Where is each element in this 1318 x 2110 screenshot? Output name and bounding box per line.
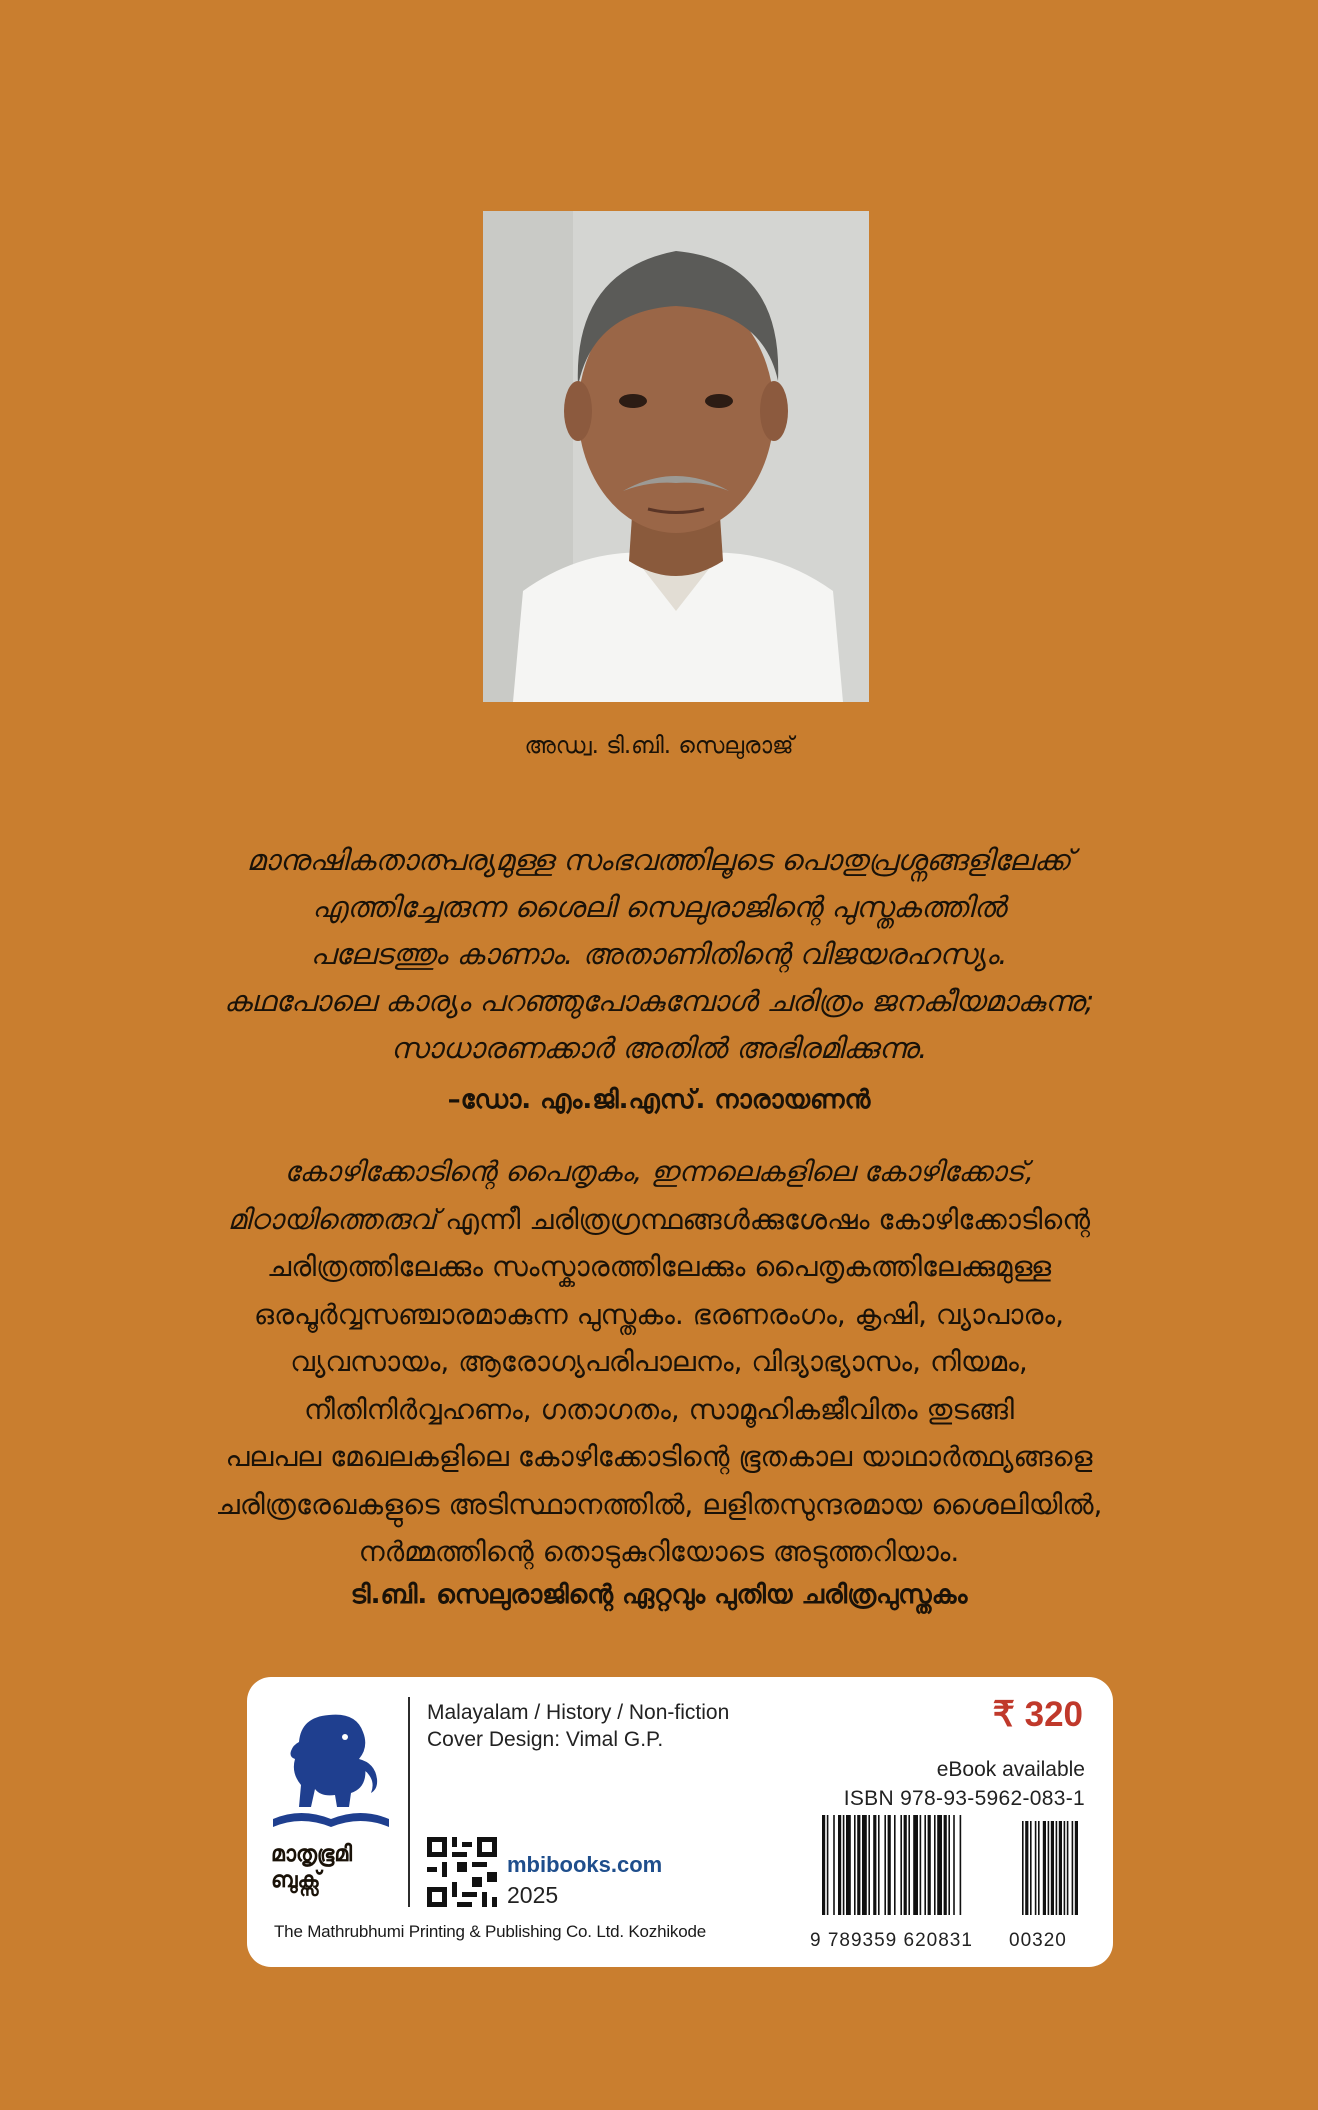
- author-photo: [483, 211, 869, 702]
- barcode-addon-number: 00320: [1009, 1930, 1067, 1951]
- book-blurb: [150, 1148, 1168, 1576]
- publisher-name-line: മാതൃഭൂമി: [271, 1842, 353, 1867]
- blurb-line: ഒരപൂർവ്വസഞ്ചാരമാകുന്ന പുസ്തകം. ഭരണരംഗം, കൃഷി, വ്യാപാരം,: [253, 1297, 1064, 1331]
- blurb-line: ചരിത്രത്തിലേക്കും സംസ്കാരത്തിലേക്കും പൈതൃകത്തിലേക്കുമുള്ള: [266, 1250, 1052, 1283]
- quote-line: എത്തിച്ചേരുന്ന ശൈലി സെലുരാജിന്റെ പുസ്തകത്തിൽ: [312, 890, 1006, 924]
- barcode-icon: [822, 1815, 1092, 1915]
- blurb-line: എന്നീ ചരിത്രഗ്രന്ഥങ്ങൾക്കുശേഷം കോഴിക്കോടിന്റെ: [436, 1202, 1091, 1236]
- publisher-panel: [247, 1677, 1113, 1967]
- blurb-line: വ്യവസായം, ആരോഗ്യപരിപാലനം, വിദ്യാഭ്യാസം, നിയമം,: [290, 1345, 1028, 1378]
- endorsement-quote: [150, 837, 1168, 1072]
- quote-line: പലേടത്തും കാണാം. അതാണിതിന്റെ വിജയരഹസ്യം.: [310, 937, 1008, 971]
- blurb-line: കോഴിക്കോടിന്റെ പൈതൃകം, ഇന്നലെകളിലെ കോഴിക്കോട്,: [284, 1155, 1034, 1188]
- blurb-line: നർമ്മത്തിന്റെ തൊടുകുറിയോടെ അടുത്തറിയാം.: [358, 1535, 960, 1568]
- quote-line: സാധാരണക്കാർ അതിൽ അഭിരമിക്കുന്നു.: [390, 1031, 928, 1065]
- quote-attribution: –ഡോ. എം.ജി.എസ്. നാരായണൻ: [447, 1085, 871, 1115]
- isbn: ISBN 978-93-5962-083-1: [843, 1787, 1085, 1810]
- barcode-number: 9 789359 620831: [810, 1930, 973, 1951]
- blurb-line: നീതിനിർവ്വഹണം, ഗതാഗതം, സാമൂഹികജീവിതം തുടങ്ങി: [304, 1392, 1014, 1426]
- website-link: mbibooks.com: [507, 1852, 663, 1877]
- ebook-note: eBook available: [936, 1758, 1085, 1781]
- publication-year: 2025: [507, 1882, 559, 1908]
- publisher-name: [271, 1842, 401, 1894]
- elephant-book-logo-icon: [271, 1707, 401, 1842]
- price: ₹ 320: [992, 1695, 1083, 1734]
- quote-line: കഥപോലെ കാര്യം പറഞ്ഞുപോകുമ്പോൾ ചരിത്രം ജനകീയമാകുന്നു;: [223, 984, 1095, 1018]
- qr-code-icon: [427, 1837, 497, 1907]
- blurb-book-title: മിഠായിത്തെരുവ്: [227, 1202, 437, 1236]
- cover-design: Cover Design: Vimal G.P.: [427, 1728, 664, 1751]
- blurb-line: പലപല മേഖലകളിലെ കോഴിക്കോടിന്റെ ഭൂതകാല യാഥാർത്ഥ്യങ്ങളെ: [225, 1440, 1093, 1473]
- category: Malayalam / History / Non-fiction: [427, 1701, 730, 1724]
- divider: [408, 1697, 410, 1907]
- book-meta: [427, 1699, 729, 1753]
- blurb-line: ചരിത്രരേഖകളുടെ അടിസ്ഥാനത്തിൽ, ലളിതസുന്ദരമായ ശൈലിയിൽ,: [215, 1487, 1103, 1521]
- author-caption: അഡ്വ. ടി.ബി. സെലുരാജ്: [524, 733, 794, 759]
- tagline: ടി.ബി. സെലുരാജിന്റെ ഏറ്റവും പുതിയ ചരിത്രപുസ്തകം: [350, 1580, 968, 1610]
- publisher-name-line: ബുക്സ്: [271, 1868, 321, 1893]
- quote-line: മാനുഷികതാത്പര്യമുള്ള സംഭവത്തിലൂടെ പൊതുപ്രശ്നങ്ങളിലേക്ക്: [246, 843, 1072, 877]
- imprint: The Mathrubhumi Printing & Publishing Co. Ltd. Kozhikode: [274, 1922, 706, 1941]
